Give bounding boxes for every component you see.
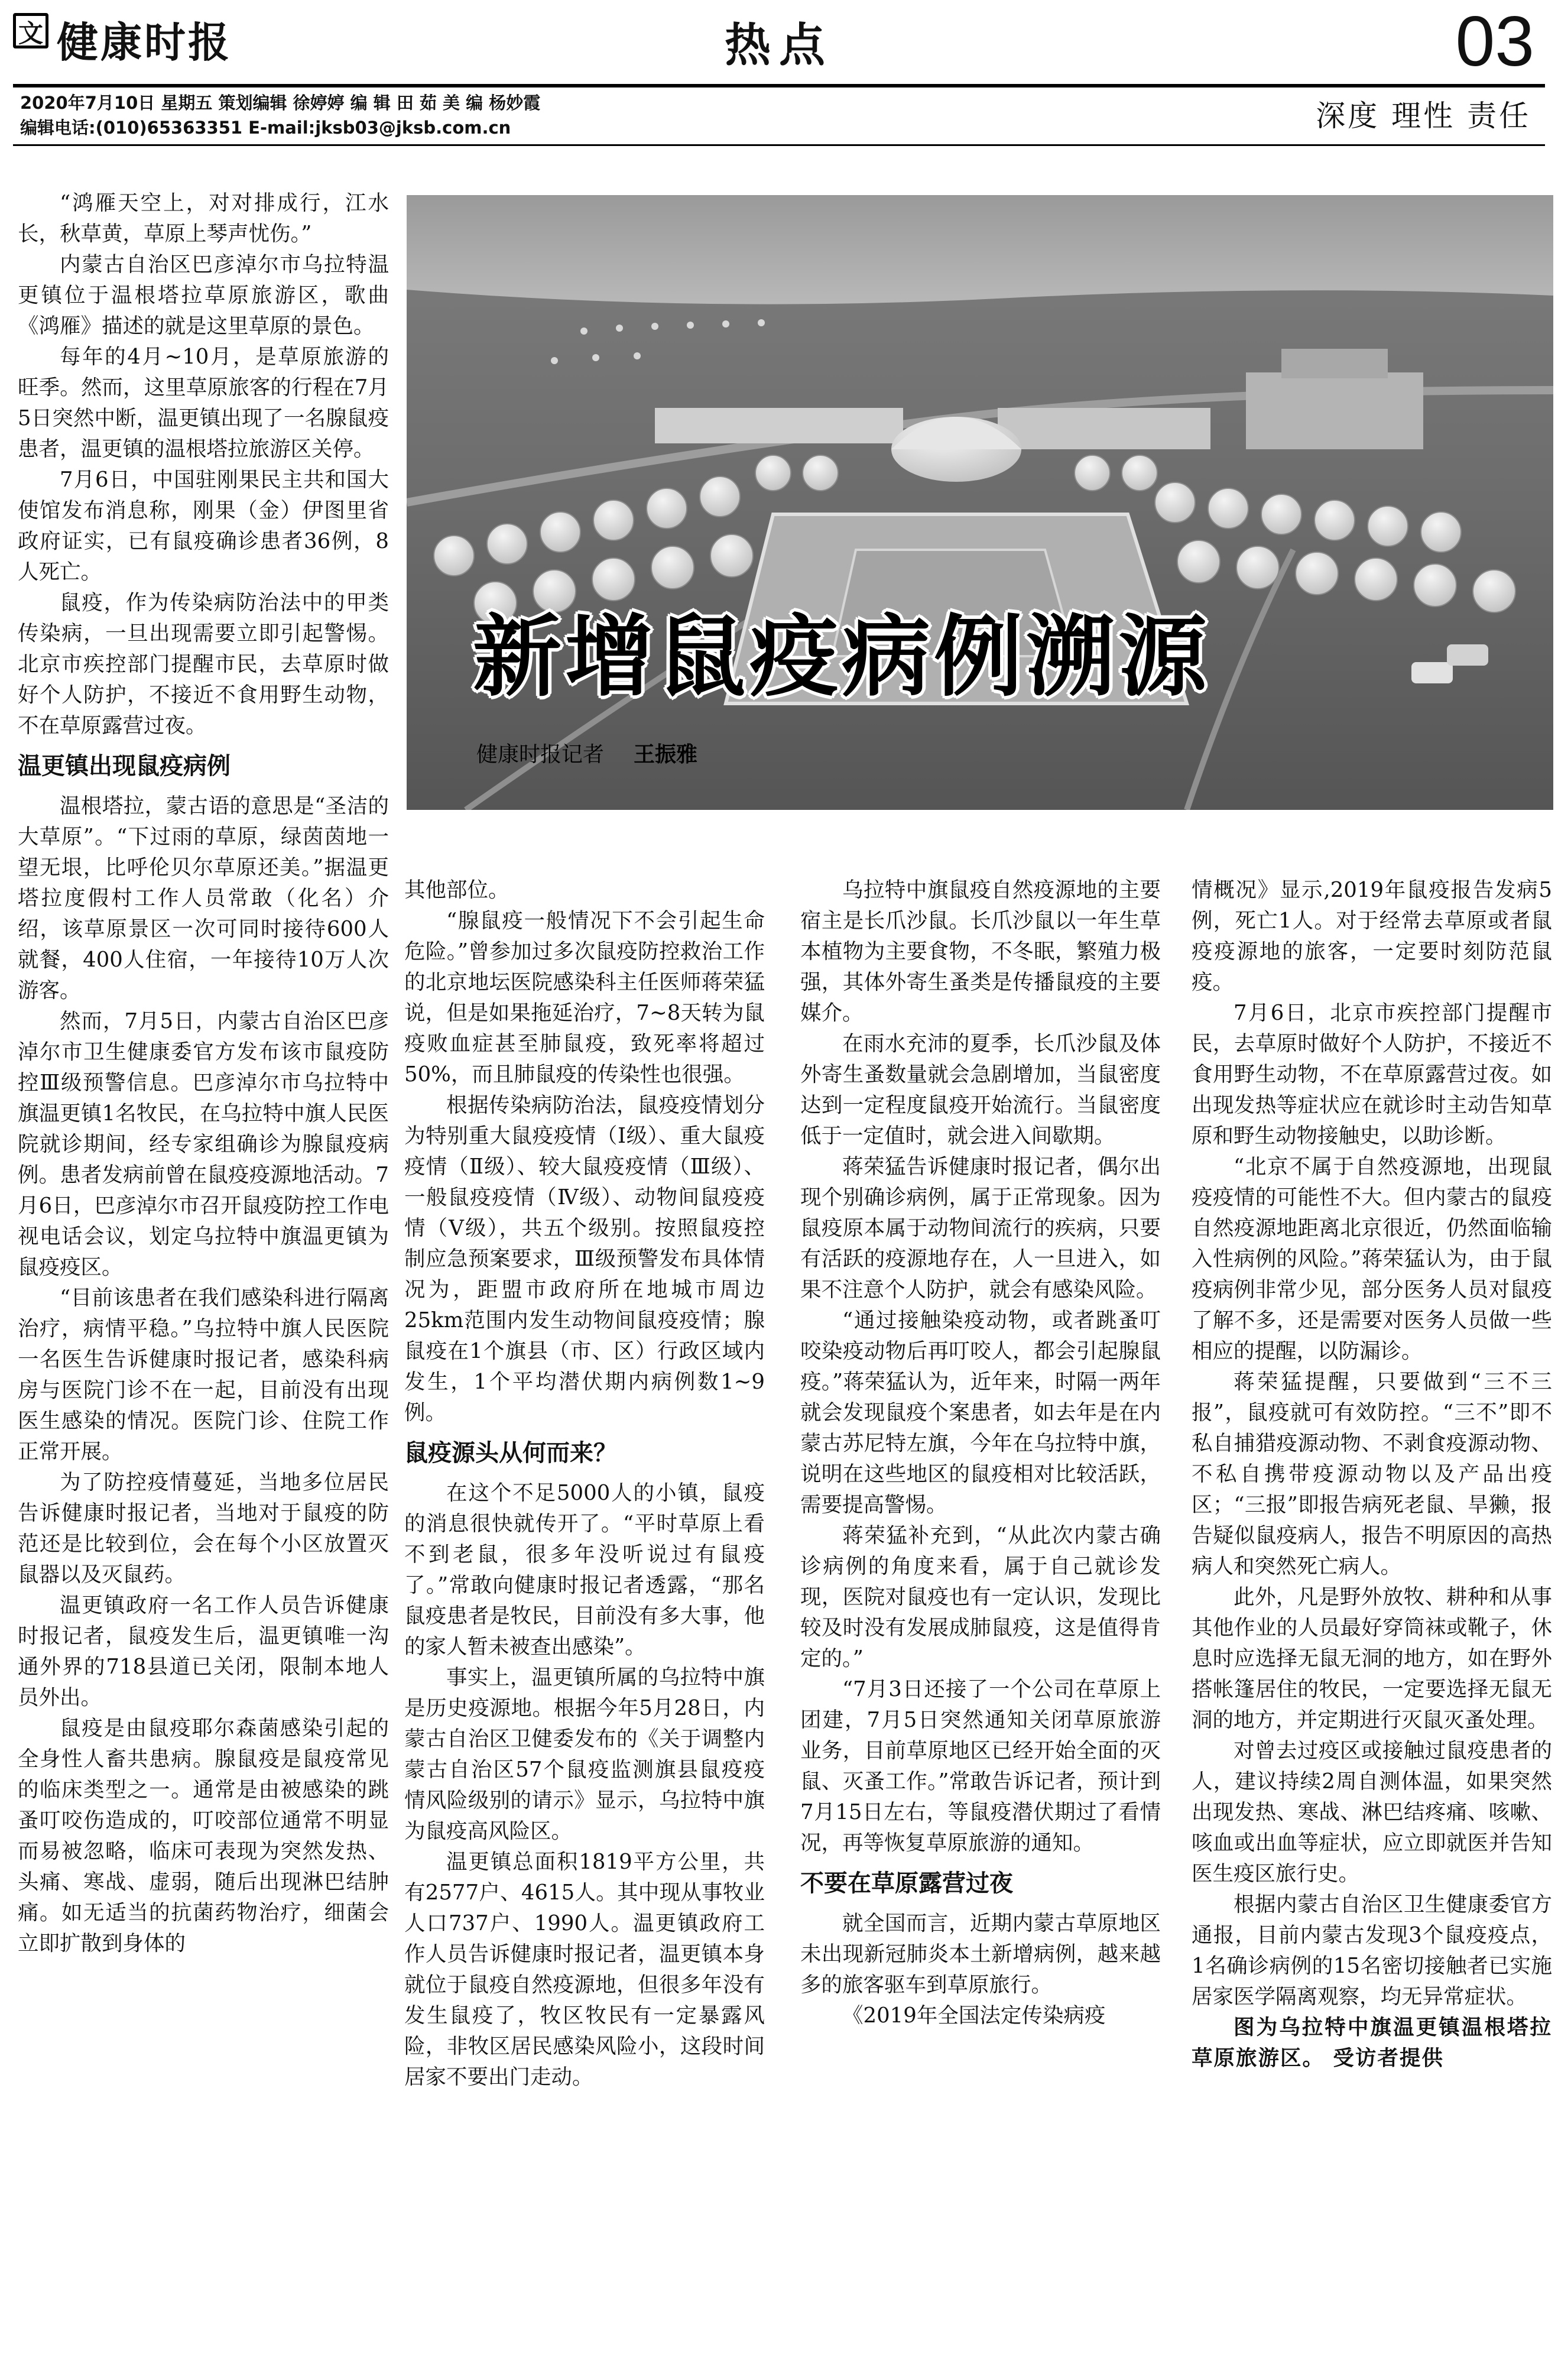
- paragraph: 在这个不足5000人的小镇，鼠疫的消息很快就传开了。“平时草原上看不到老鼠，很多年没听说过有鼠疫了。”常敢向健康时报记者透露，“那名鼠疫患者是牧民，目前没有多大事，他的家人暂未被查出感染”。: [404, 1481, 765, 1659]
- masthead-rule: [13, 84, 1545, 87]
- subheading-source: 鼠疫源头从何而来？: [404, 1439, 617, 1467]
- feature-photo: [407, 195, 1553, 810]
- paragraph: “北京不属于自然疫源地，出现鼠疫疫情的可能性不大。但内蒙古的鼠疫自然疫源地距离北京很近，仍然面临输入性病例的风险。”蒋荣猛认为，由于鼠疫病例非常少见，部分医务人员对鼠疫了解不多，还是需要对医务人员做一些相应的提醒，以防漏诊。: [1192, 1155, 1552, 1363]
- subheading-no-camping: 不要在草原露营过夜: [800, 1870, 1013, 1897]
- paragraph: 为了防控疫情蔓延，当地多位居民告诉健康时报记者，当地对于鼠疫的防范还是比较到位，会在每个小区放置灭鼠器以及灭鼠药。: [18, 1470, 389, 1587]
- paragraph: 7月6日，北京市疾控部门提醒市民，去草原时做好个人防护，不接近不食用野生动物，不在草原露营过夜。如出现发热等症状应在就诊时主动告知草原和野生动物接触史，以助诊断。: [1192, 1001, 1552, 1148]
- section-title: 热点: [724, 19, 833, 72]
- paragraph: 蒋荣猛告诉健康时报记者，偶尔出现个别确诊病例，属于正常现象。因为鼠疫原本属于动物间流行的疾病，只要有活跃的疫源地存在，人一旦进入，如果不注意个人防护，就会有感染风险。: [800, 1155, 1161, 1302]
- paragraph: “目前该患者在我们感染科进行隔离治疗，病情平稳。”乌拉特中旗人民医院一名医生告诉健康时报记者，感染科病房与医院门诊不在一起，目前没有出现医生感染的情况。医院门诊、住院工作正常开展。: [18, 1286, 389, 1464]
- paragraph: 就全国而言，近期内蒙古草原地区未出现新冠肺炎本土新增病例，越来越多的旅客驱车到草原旅行。: [800, 1911, 1161, 1997]
- photo-caption: 图为乌拉特中旗温更镇温根塔拉草原旅游区。 受访者提供: [1192, 2015, 1552, 2070]
- paragraph: 在雨水充沛的夏季，长爪沙鼠及体外寄生蚤数量就会急剧增加，当鼠密度达到一定程度鼠疫开始流行。当鼠密度低于一定值时，就会进入间歇期。: [800, 1032, 1161, 1148]
- paragraph: 乌拉特中旗鼠疫自然疫源地的主要宿主是长爪沙鼠。长爪沙鼠以一年生草本植物为主要食物，不冬眠，繁殖力极强，其体外寄生蚤类是传播鼠疫的主要媒介。: [800, 878, 1161, 1025]
- column-3: [800, 875, 1161, 2031]
- paragraph: 其他部位。: [404, 878, 509, 902]
- paragraph: “7月3日还接了一个公司在草原上团建，7月5日突然通知关闭草原旅游业务，目前草原地区已经开始全面的灭鼠、灭蚤工作。”常敢告诉记者，预计到7月15日左右，等鼠疫潜伏期过了看情况，再等恢复草原旅游的通知。: [800, 1677, 1161, 1855]
- paragraph: 7月6日，中国驻刚果民主共和国大使馆发布消息称，刚果（金）伊图里省政府证实，已有鼠疫确诊患者36例，8人死亡。: [18, 468, 389, 584]
- paper-logo-mark: 文: [13, 13, 48, 48]
- paragraph: 《2019年全国法定传染病疫: [842, 2003, 1106, 2028]
- paragraph: 温更镇政府一名工作人员告诉健康时报记者，鼠疫发生后，温更镇唯一沟通外界的718县道已关闭，限制本地人员外出。: [18, 1593, 389, 1710]
- byline-name: 王振雅: [634, 742, 698, 767]
- paragraph: 鼠疫，作为传染病防治法中的甲类传染病，一旦出现需要立即引起警惕。北京市疾控部门提醒市民，去草原时做好个人防护，不接近不食用野生动物，不在草原露营过夜。: [18, 591, 389, 738]
- feature-headline: 新增鼠疫病例溯源: [473, 605, 1211, 709]
- paragraph: 内蒙古自治区巴彦淖尔市乌拉特温更镇位于温根塔拉草原旅游区，歌曲《鸿雁》描述的就是这里草原的景色。: [18, 252, 389, 338]
- paragraph: “通过接触染疫动物，或者跳蚤叮咬染疫动物后再叮咬人，都会引起腺鼠疫。”蒋荣猛认为，近年来，时隔一两年就会发现鼠疫个案患者，如去年是在内蒙古苏尼特左旗，今年在乌拉特中旗，说明在这些地区的鼠疫相对比较活跃，需要提高警惕。: [800, 1308, 1161, 1517]
- section-slogan: 深度 理性 责任: [1316, 99, 1531, 133]
- intro-column: [18, 188, 389, 1959]
- page-number: 03: [1455, 2, 1534, 81]
- paragraph: 蒋荣猛提醒，只要做到“三不三报”，鼠疫就可有效防控。“三不”即不私自捕猎疫源动物、不剥食疫源动物、不私自携带疫源动物以及产品出疫区；“三报”即报告病死老鼠、旱獭，报告疑似鼠疫病人，报告不明原因的高热病人和突然死亡病人。: [1192, 1370, 1552, 1578]
- grassland-yurt-camp-illustration: [407, 195, 1553, 810]
- paragraph: 然而，7月5日，内蒙古自治区巴彦淖尔市卫生健康委官方发布该市鼠疫防控Ⅲ级预警信息。巴彦淖尔市乌拉特中旗温更镇1名牧民，在乌拉特中旗人民医院就诊期间，经专家组确诊为腺鼠疫病例。患者发病前曾在鼠疫疫源地活动。7月6日，巴彦淖尔市召开鼠疫防控工作电视电话会议，划定乌拉特中旗温更镇为鼠疫疫区。: [18, 1009, 389, 1279]
- masthead-rule-bottom: [13, 144, 1545, 146]
- paragraph: 事实上，温更镇所属的乌拉特中旗是历史疫源地。根据今年5月28日，内蒙古自治区卫健委发布的《关于调整内蒙古自治区57个鼠疫监测旗县鼠疫疫情风险级别的请示》显示，乌拉特中旗为鼠疫高风险区。: [404, 1665, 765, 1843]
- editor-contact: 编辑电话:(010)65363351 E-mail:jksb03@jksb.com.cn: [20, 118, 511, 138]
- paragraph: 此外，凡是野外放牧、耕种和从事其他作业的人员最好穿筒袜或靴子，休息时应选择无鼠无洞的地方，如在野外搭帐篷居住的牧民，一定要选择无鼠无洞的地方，并定期进行灭鼠灭蚤处理。: [1192, 1585, 1552, 1732]
- column-4: [1192, 875, 1552, 2074]
- subheading-wengeng: 温更镇出现鼠疫病例: [18, 753, 231, 780]
- paragraph: 情概况》显示,2019年鼠疫报告发病5例，死亡1人。对于经常去草原或者鼠疫疫源地的旅客，一定要时刻防范鼠疫。: [1192, 878, 1552, 994]
- paragraph: 鼠疫是由鼠疫耶尔森菌感染引起的全身性人畜共患病。腺鼠疫是鼠疫常见的临床类型之一。通常是由被感染的跳蚤叮咬伤造成的，叮咬部位通常不明显而易被忽略，临床可表现为突然发热、头痛、寒战、虚弱，随后出现淋巴结肿痛。如无适当的抗菌药物治疗，细菌会立即扩散到身体的: [18, 1716, 389, 1956]
- byline: [476, 738, 697, 768]
- issue-date-editors: 2020年7月10日 星期五 策划编辑 徐婷婷 编 辑 田 茹 美 编 杨妙霞: [20, 93, 541, 113]
- paragraph: 对曾去过疫区或接触过鼠疫患者的人，建议持续2周自测体温，如果突然出现发热、寒战、淋巴结疼痛、咳嗽、咳血或出血等症状，应立即就医并告知医生疫区旅行史。: [1192, 1739, 1552, 1886]
- paragraph: 根据内蒙古自治区卫生健康委官方通报，目前内蒙古发现3个鼠疫疫点，1名确诊病例的15名密切接触者已实施居家医学隔离观察，均无异常症状。: [1192, 1892, 1552, 2009]
- paragraph: “腺鼠疫一般情况下不会引起生命危险。”曾参加过多次鼠疫防控救治工作的北京地坛医院感染科主任医师蒋荣猛说，但是如果拖延治疗，7~8天转为鼠疫败血症甚至肺鼠疫，致死率将超过50%，而且肺鼠疫的传染性也很强。: [404, 909, 765, 1087]
- paper-name: 健康时报: [57, 18, 232, 67]
- paragraph: 温根塔拉，蒙古语的意思是“圣洁的大草原”。“下过雨的草原，绿茵茵地一望无垠，比呼伦贝尔草原还美。”据温更塔拉度假村工作人员常敢（化名）介绍，该草原景区一次可同时接待600人就餐，400人住宿，一年接待10万人次游客。: [18, 794, 389, 1003]
- paragraph: 根据传染病防治法，鼠疫疫情划分为特别重大鼠疫疫情（Ⅰ级）、重大鼠疫疫情（Ⅱ级）、较大鼠疫疫情（Ⅲ级）、一般鼠疫疫情（Ⅳ级）、动物间鼠疫疫情（Ⅴ级），共五个级别。按照鼠疫控制应急预案要求，Ⅲ级预警发布具体情况为，距盟市政府所在地城市周边25km范围内发生动物间鼠疫疫情；腺鼠疫在1个旗县（市、区）行政区域内发生，1个平均潜伏期内病例数1~9例。: [404, 1093, 765, 1425]
- byline-label: 健康时报记者: [476, 742, 605, 767]
- paragraph: 温更镇总面积1819平方公里，共有2577户、4615人。其中现从事牧业人口737户、1990人。温更镇政府工作人员告诉健康时报记者，温更镇本身就位于鼠疫自然疫源地，但很多年没有发生鼠疫了，牧区牧民有一定暴露风险，非牧区居民感染风险小，这段时间居家不要出门走动。: [404, 1850, 765, 2089]
- column-2: [404, 875, 765, 2093]
- paragraph: 每年的4月~10月，是草原旅游的旺季。然而，这里草原旅客的行程在7月5日突然中断，温更镇出现了一名腺鼠疫患者，温更镇的温根塔拉旅游区关停。: [18, 345, 389, 461]
- paragraph: “鸿雁天空上，对对排成行，江水长，秋草黄，草原上琴声忧伤。”: [18, 191, 389, 246]
- paragraph: 蒋荣猛补充到，“从此次内蒙古确诊病例的角度来看，属于自己就诊发现，医院对鼠疫也有一定认识，发现比较及时没有发展成肺鼠疫，这是值得肯定的。”: [800, 1523, 1161, 1671]
